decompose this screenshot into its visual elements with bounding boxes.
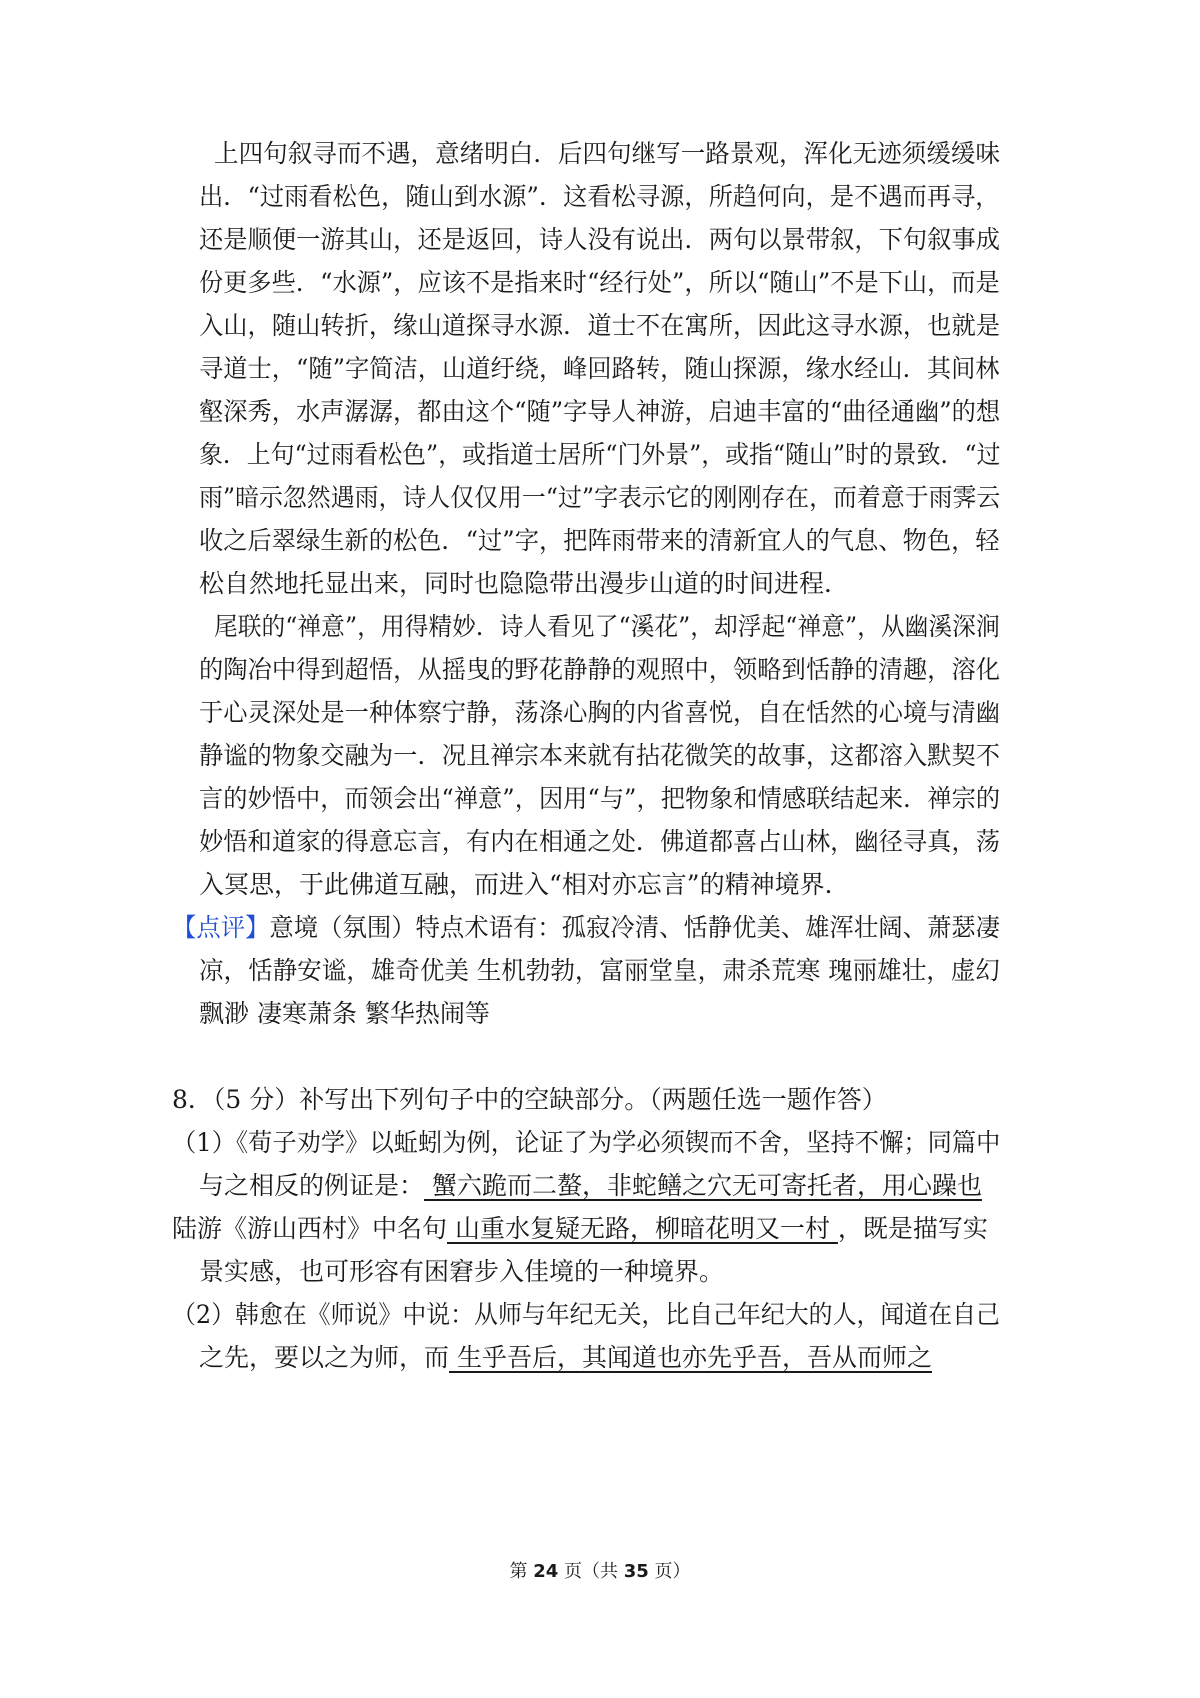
footer-suffix: 页） [654, 1561, 691, 1582]
text-line: 静谧的物象交融为一．况且禅宗本来就有拈花微笑的故事，这都溶入默契不 [199, 741, 1001, 770]
text-line: 还是顺便一游其山，还是返回，诗人没有说出．两句以景带叙，下句叙事成 [199, 225, 1001, 254]
text-line: 雨”暗示忽然遇雨，诗人仅仅用一“过”字表示它的刚刚存在，而着意于雨霁云 [199, 483, 1001, 512]
text-line: 寻道士，“随”字简洁，山道纡绕，峰回路转，随山探源，缘水经山．其间林 [199, 354, 1000, 383]
question-stem: 8．（5 分）补写出下列句子中的空缺部分。（两题任选一题作答） [172, 1085, 887, 1114]
text-line: 上四句叙寻而不遇，意绪明白．后四句继写一路景观，浑化无迹须缓缓味 [214, 139, 1001, 168]
answer-prefix: 陆游《游山西村》中名句 [172, 1214, 448, 1243]
footer-prefix: 第 [509, 1561, 528, 1582]
question-part-1-line: 景实感，也可形容有困窘步入佳境的一种境界。 [199, 1257, 725, 1286]
page-total: 35 [623, 1561, 649, 1582]
answer-blank: 山重水复疑无路，柳暗花明又一村 [447, 1214, 838, 1243]
comment-line [172, 912, 1000, 944]
comment-tag: 【点评】 [172, 913, 270, 942]
text-line: 象．上句“过雨看松色”，或指道士居所“门外景”，或指“随山”时的景致．“过 [199, 440, 1001, 469]
question-part-2-line [199, 1342, 932, 1374]
text-line: 收之后翠绿生新的松色．“过”字，把阵雨带来的清新宜人的气息、物色，轻 [199, 526, 1000, 555]
answer-prefix: 与之相反的例证是： [199, 1171, 425, 1200]
text-line: 壑深秀，水声潺潺，都由这个“随”字导人神游，启迪丰富的“曲径通幽”的想 [199, 397, 1001, 426]
text-line: 入冥思，于此佛道互融，而进入“相对亦忘言”的精神境界． [199, 870, 850, 899]
text-line: 松自然地托显出来，同时也隐隐带出漫步山道的时间进程． [199, 569, 850, 598]
footer-middle: 页（共 [564, 1561, 618, 1582]
text-line: 言的妙悟中，而领会出“禅意”，因用“与”，把物象和情感联结起来．禅宗的 [199, 784, 1001, 813]
page-footer [0, 1560, 1200, 1584]
answer-blank: 生乎吾后，其闻道也亦先乎吾，吾从而师之 [449, 1343, 932, 1372]
text-line: 尾联的“禅意”，用得精妙．诗人看见了“溪花”，却浮起“禅意”，从幽溪深涧 [214, 612, 1000, 641]
answer-suffix: ，既是描写实 [837, 1214, 988, 1243]
comment-line: 飘渺 凄寒萧条 繁华热闹等 [199, 999, 490, 1028]
question-part-1-line [199, 1170, 982, 1202]
text-line: 的陶冶中得到超悟，从摇曳的野花静静的观照中，领略到恬静的清趣，溶化 [199, 655, 1001, 684]
text-line: 入山，随山转折，缘山道探寻水源．道士不在寓所，因此这寻水源，也就是 [199, 311, 1001, 340]
text-line: 份更多些．“水源”，应该不是指来时“经行处”，所以“随山”不是下山，而是 [199, 268, 1000, 297]
text-line: 于心灵深处是一种体察宁静，荡涤心胸的内省喜悦，自在恬然的心境与清幽 [199, 698, 1001, 727]
question-part-2-line: （2）韩愈在《师说》中说：从师与年纪无关，比自己年纪大的人，闻道在自己 [172, 1300, 1000, 1329]
question-part-1-line [172, 1213, 988, 1245]
page-number: 24 [533, 1561, 559, 1582]
comment-text: 意境（氛围）特点术语有：孤寂冷清、恬静优美、雄浑壮阔、萧瑟凄 [269, 913, 1001, 942]
text-line: 出．“过雨看松色，随山到水源”．这看松寻源，所趋何向，是不遇而再寻， [199, 182, 1000, 211]
comment-line: 凉，恬静安谧，雄奇优美 生机勃勃，富丽堂皇，肃杀荒寒 瑰丽雄壮，虚幻 [199, 956, 1000, 985]
answer-prefix: 之先，要以之为师，而 [199, 1343, 450, 1372]
text-line: 妙悟和道家的得意忘言，有内在相通之处．佛道都喜占山林，幽径寻真，荡 [199, 827, 1001, 856]
answer-blank: 蟹六跪而二螯，非蛇鳝之穴无可寄托者，用心躁也 [424, 1171, 982, 1200]
question-part-1-line: （1）《荀子劝学》以蚯蚓为例，论证了为学必须锲而不舍，坚持不懈；同篇中 [172, 1128, 1001, 1157]
